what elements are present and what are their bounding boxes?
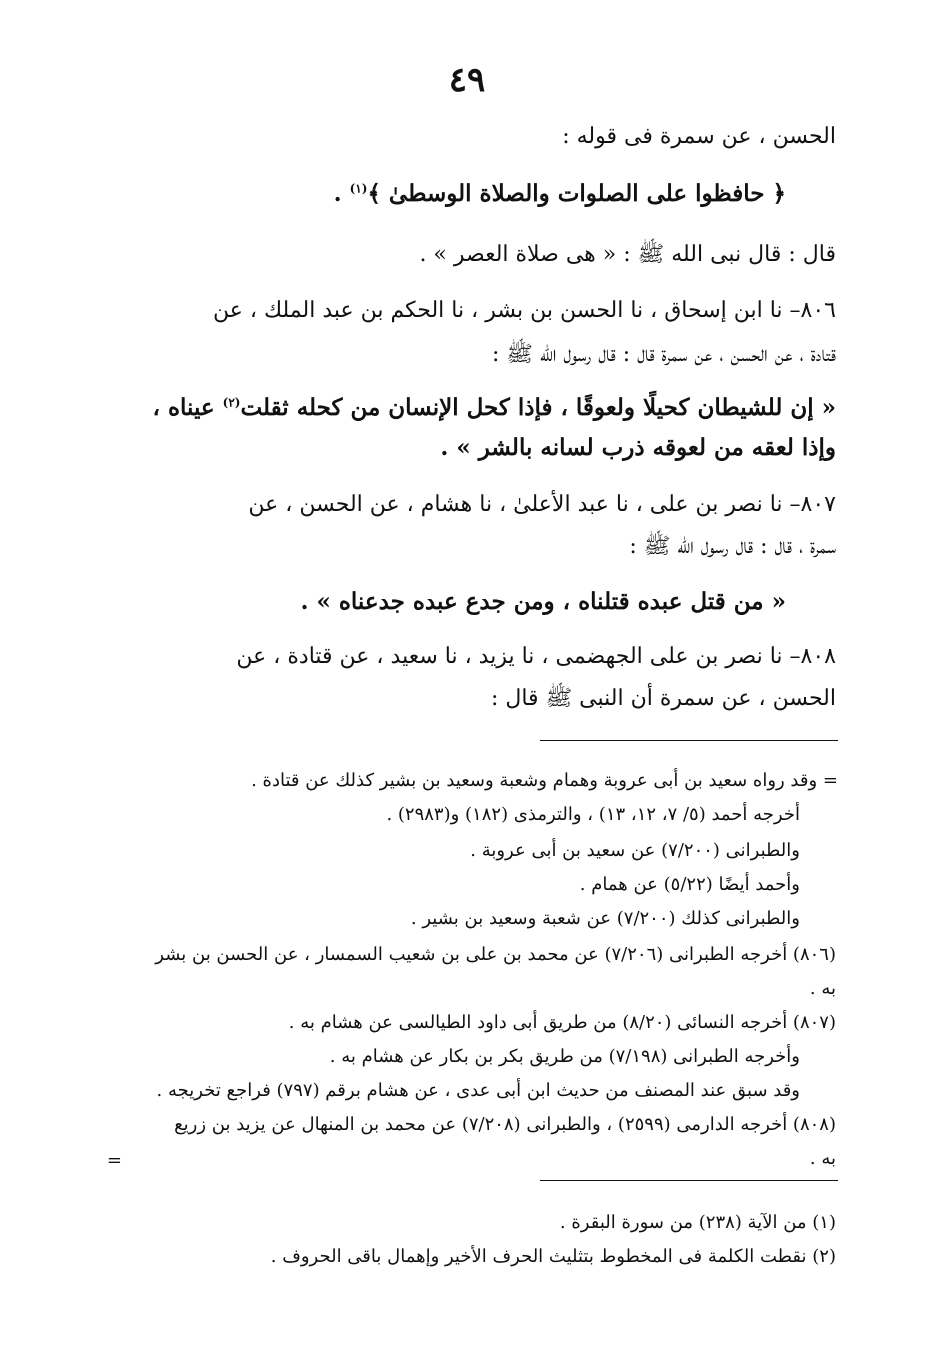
note-line: والطبرانى كذلك (٧/٢٠٠) عن شعبة وسعيد بن بشير .: [410, 908, 800, 929]
text-line: قال : قال نبى الله ﷺ : « هى صلاة العصر » .: [419, 242, 836, 267]
hadith-text-line: « من قتل عبده قتلناه ، ومن جدع عبده جدعناه » .: [300, 588, 786, 615]
note-line: (٨٠٧) أخرجه النسائى (٨/٢٠) من طريق أبى داود الطيالسى عن هشام به .: [288, 1012, 836, 1033]
note-line: وأخرجه الطبرانى (٧/١٩٨) من طريق بكر بن بكار عن هشام به .: [329, 1046, 800, 1067]
text-line: الحسن ، عن سمرة فى قوله :: [562, 124, 836, 149]
note-line: وقد سبق عند المصنف من حديث ابن أبى عدى ، عن هشام برقم (٧٩٧) فراجع تخريجه .: [156, 1080, 800, 1101]
footnotes-divider: [540, 1180, 838, 1181]
note-line: (٨٠٨) أخرجه الدارمى (٢٥٩٩) ، والطبرانى (٧/٢٠٨) عن محمد بن المنهال عن يزيد بن زريع: [174, 1114, 836, 1135]
hadith-807-heading: ٨٠٧– نا نصر بن على ، نا عبد الأعلىٰ ، نا هشام ، عن الحسن ، عن: [248, 492, 836, 517]
text-line: الحسن ، عن سمرة أن النبى ﷺ قال :: [490, 686, 836, 711]
hadith-text-line: وإذا لعقه من لعوقه ذرب لسانه بالشر » .: [440, 434, 836, 461]
page-number: ٤٩: [448, 60, 486, 100]
note-line: وأحمد أيضًا (٥/٢٢) عن همام .: [579, 874, 800, 895]
text-line: سمرة ، قال : قال رسول الله ﷺ :: [629, 534, 836, 559]
hadith-text-line: « إن للشيطان كحيلًا ولعوقًا ، فإذا كحل الإنسان من كحله ثقلت$^{(٢)}$ عيناه ،: [152, 394, 836, 421]
note-line: به .: [809, 1148, 836, 1169]
footnote-line: (٢) نقطت الكلمة فى المخطوط بتثليث الحرف الأخير وإهمال باقى الحروف .: [270, 1246, 836, 1267]
hadith-808-heading: ٨٠٨– نا نصر بن على الجهضمى ، نا يزيد ، نا سعيد ، عن قتادة ، عن: [236, 644, 836, 669]
note-line: أخرجه أحمد (٥/ ٧، ١٢، ١٣) ، والترمذى (١٨٢) و(٢٩٨٣) .: [386, 804, 800, 825]
continuation-mark: =: [106, 1150, 122, 1171]
footnote-ref: (٢): [222, 395, 241, 410]
text-line: قتادة ، عن الحسن ، عن سمرة قال : قال رسول الله ﷺ :: [491, 342, 836, 367]
notes-divider: [540, 740, 838, 741]
note-line: به .: [809, 978, 836, 999]
note-line: = وقد رواه سعيد بن أبى عروبة وهمام وشعبة وسعيد بن بشير كذلك عن قتادة .: [251, 770, 838, 791]
hadith-806-heading: ٨٠٦– نا ابن إسحاق ، نا الحسن بن بشر ، نا الحكم بن عبد الملك ، عن: [213, 298, 836, 323]
note-line: والطبرانى (٧/٢٠٠) عن سعيد بن أبى عروبة .: [470, 840, 800, 861]
note-line: (٨٠٦) أخرجه الطبرانى (٧/٢٠٦) عن محمد بن على بن شعيب السمسار ، عن الحسن بن بشر: [155, 944, 836, 965]
quran-verse-line: ﴿ حافظوا على الصلوات والصلاة الوسطىٰ ﴾$^{(١)}$ .: [333, 180, 786, 207]
footnote-ref: (١): [349, 181, 368, 196]
footnote-line: (١) من الآية (٢٣٨) من سورة البقرة .: [559, 1212, 836, 1233]
